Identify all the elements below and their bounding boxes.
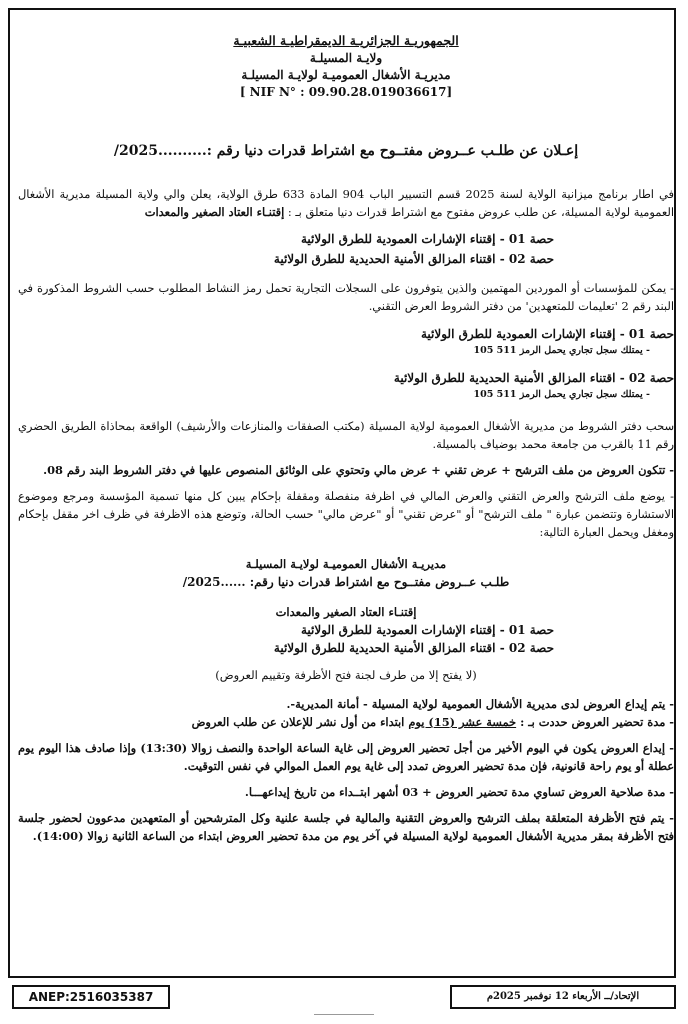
lot-detail-1	[18, 325, 674, 343]
lot-label: حصة 02 -	[499, 252, 554, 266]
requirement-text: يمتلك سجل تجاري يحمل الرمز 511 105	[473, 389, 643, 400]
intro-subject: إقتنـاء العتاد الصغير والمعدات	[144, 205, 285, 219]
nif-number: [ NIF N° : 09.90.28.019036617]	[239, 85, 453, 99]
lot-text: إقتناء الإشارات العمودية للطرق الولائية	[420, 327, 616, 341]
lot-label: حصة 01 -	[619, 327, 674, 341]
lot-requirement-1: - يمتلك سجل تجاري يحمل الرمز 511 105	[473, 345, 650, 356]
envelope-notice: (لا يفتح إلا من طرف لجنة فتح الأظرفة وتقييم العروض)	[215, 668, 477, 682]
lots-summary	[18, 229, 674, 269]
intro-text: في اطار برنامج ميزانية الولاية لسنة 2025 قسم التسيير الباب 904 المادة 633 طرق الولاية، يعلن والي ولاية المسيلة مديرية الأشغال العمومية لولاية المسيلة، عن طلب عروض مفتوح مع اشتراط قدرات دنيا متعلق بـ :	[18, 187, 674, 219]
lot-text: إقتناء الإشارات العمودية للطرق الولائية	[300, 232, 496, 246]
lot-label: حصة 02 -	[499, 641, 554, 655]
lot-label: حصة 01 -	[499, 232, 554, 246]
lot-text: إقتناء الإشارات العمودية للطرق الولائية	[300, 623, 496, 637]
envelope-subject: إقتنـاء العتاد الصغير والمعدات	[275, 605, 417, 619]
withdrawal-paragraph: سحب دفتر الشروط من مديرية الأشغال العمومية لولاية المسيلة (مكتب الصفقات والمنازعات والأرشيف) الواقعة بمحاذاة الطريق الحضري رقم 11 بالقرب من جامعة محمد بوضياف بالمسيلة.	[18, 419, 674, 451]
envelope-tender-title: طلـب عــروض مفتــوح مع اشتراط قدرات دنيا رقم: ......2025/	[182, 575, 510, 589]
duration-prefix: - مدة تحضير العروض حددت بـ :	[520, 715, 674, 729]
duration-value: خمسة عشر (15) يوم	[408, 715, 517, 729]
announcement-title: إعـلان عن طلـب عــروض مفتــوح مع اشتراط قدرات دنيا رقم :..........2025/	[113, 143, 579, 159]
announcement-content	[18, 14, 674, 845]
lot-text: اقتناء المزالق الأمنية الحديدية للطرق الولائية	[273, 641, 496, 655]
eligibility-paragraph: - يمكن للمؤسسات أو الموردين المهتمين والذين يتوفرون على السجلات التجارية تحمل رمز النشاط المطلوب حسب الشروط المذكورة في البند رقم 2 'تعليمات للمتعهدين' من دفتر الشروط العرض التقني.	[18, 281, 674, 313]
envelopes-paragraph: - يوضع ملف الترشح والعرض التقني والعرض المالي في اظرفة منفصلة ومقفلة بإحكام يبين كل منها تسمية المؤسسة ومرجع وموضوع الاستشارة وتتضمن عبارة " ملف الترشح" أو "عرض تقني" أو "عرض مالي" حسب الحالة، وتوضع هذه الاظرفة في ظرف اخر مقفل بإحكام ومغفل ويحمل العبارة التالية:	[18, 489, 674, 539]
composition-paragraph: - تتكون العروض من ملف الترشح + عرض تقني + عرض مالي وتحتوي على الوثائق المنصوص عليها في دفتر الشروط البند رقم 08.	[43, 463, 674, 477]
directorate-heading: مديريـة الأشغال العموميـة لولايـة المسيلـة	[241, 68, 451, 82]
deadline-paragraph: - إيداع العروض يكون في اليوم الأخير من أجل تحضير العروض إلى غاية الساعة الواحدة والنصف زوالا (13:30) وإذا صادف هذا اليوم يوم عطلة أو يوم راحة قانونية، فإن مدة تحضير العروض تمدد إلى غاية يوم العمل الموالي في نفس التوقيت.	[18, 741, 674, 773]
duration-suffix: ابتداء من أول نشر للإعلان عن طلب العروض	[191, 715, 405, 729]
lot-summary-2	[18, 249, 674, 269]
duration-paragraph	[18, 713, 674, 731]
envelope-lot-2	[18, 639, 674, 657]
opening-paragraph: - يتم فتح الأظرفة المتعلقة بملف الترشح والعروض التقنية والمالية في جلسة علنية وكل المترشحين أو المتعهدين مدعوون لحضور جلسة فتح الأظرفة بمقر مديرية الأشغال العمومية لولاية المسيلة في آخر يوم من مدة تحضير العروض ابتداء من الساعة الثانية زوالا (14:00).	[18, 811, 674, 843]
lot-label: حصة 01 -	[499, 623, 554, 637]
envelope-inscription	[18, 555, 674, 685]
deposit-paragraph: - يتم إيداع العروض لدى مديرية الأشغال العمومية لولاية المسيلة - أمانة المديرية-.	[286, 697, 674, 711]
lot-text: اقتناء المزالق الأمنية الحديدية للطرق الولائية	[273, 252, 496, 266]
intro-paragraph	[18, 185, 674, 221]
requirement-text: يمتلك سجل تجاري يحمل الرمز 511 105	[473, 345, 643, 356]
republic-heading: الجمهوريـة الجزائريـة الديمقراطيـة الشعبيـة	[233, 33, 459, 48]
lot-requirement-2: - يمتلك سجل تجاري يحمل الرمز 511 105	[473, 389, 650, 400]
envelope-directorate: مديريـة الأشغال العموميـة لولايـة المسيلـة	[245, 557, 447, 571]
anep-reference: ANEP:2516035387	[12, 985, 170, 1009]
lots-requirements	[18, 325, 674, 403]
wilaya-heading: ولايـة المسيلـة	[309, 51, 383, 65]
lot-detail-2	[18, 369, 674, 387]
lot-text: اقتناء المزالق الأمنية الحديدية للطرق الولائية	[393, 371, 616, 385]
page-mark-divider	[314, 1014, 374, 1023]
validity-paragraph: - مدة صلاحية العروض تساوي مدة تحضير العروض + 03 أشهر ابتــداء من تاريخ إيداعهـــا.	[244, 785, 674, 799]
lot-summary-1	[18, 229, 674, 249]
publication-date: الإتحاد/ــ الأربعاء 12 نوفمبر 2025م	[450, 985, 676, 1009]
lot-label: حصة 02 -	[619, 371, 674, 385]
envelope-lot-1	[18, 621, 674, 639]
